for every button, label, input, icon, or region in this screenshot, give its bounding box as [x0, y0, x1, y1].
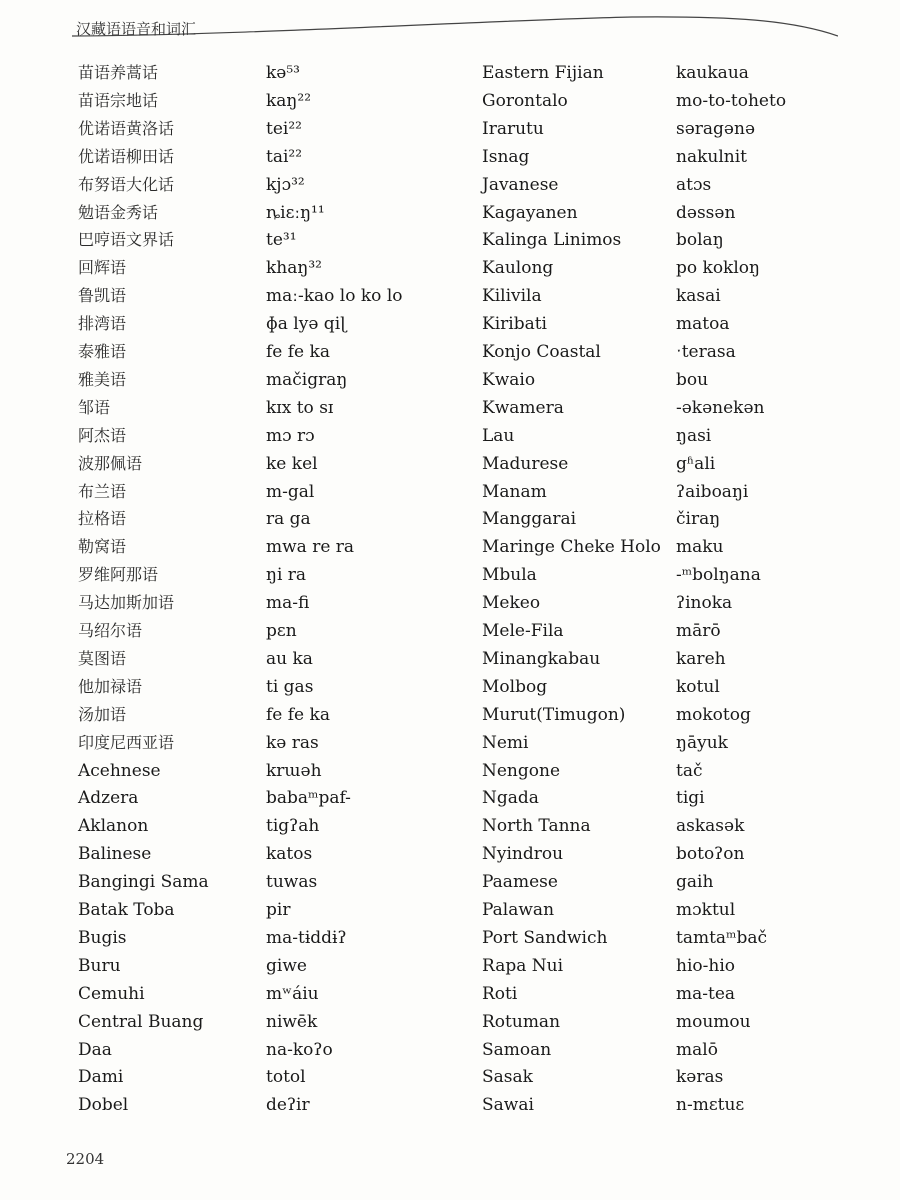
word-form: tuwas	[266, 872, 318, 893]
language-name: Eastern Fijian	[482, 63, 604, 83]
word-form: kjɔ³²	[266, 174, 305, 195]
word-form: na-koʔo	[266, 1039, 333, 1060]
language-name: Nyindrou	[482, 844, 564, 865]
word-form: niwēk	[266, 1011, 318, 1032]
word-form: katos	[266, 844, 313, 865]
word-form: au ka	[266, 648, 313, 669]
language-name: 苗语养蒿话	[78, 63, 159, 82]
word-form: tigʔah	[266, 816, 320, 837]
word-form: ŋāyuk	[676, 732, 728, 753]
word-form: mārō	[676, 621, 721, 641]
word-form: ma-fi	[266, 593, 310, 614]
word-form: krɯəh	[266, 760, 322, 781]
language-name: Roti	[482, 983, 518, 1004]
language-name: North Tanna	[482, 816, 591, 837]
word-form: gʱali	[676, 453, 716, 474]
word-form: maku	[676, 537, 724, 558]
word-form: mo-to-toheto	[676, 90, 787, 111]
word-form: kotul	[676, 676, 720, 697]
language-name: Javanese	[482, 174, 559, 195]
language-name: 勉语金秀话	[78, 202, 159, 222]
word-form: mʷáiu	[266, 983, 319, 1004]
language-name: Lau	[482, 425, 515, 446]
word-form: tamtaᵐbač	[676, 927, 768, 948]
language-name: 印度尼西亚语	[78, 732, 175, 752]
word-form: n-mɛtuɛ	[676, 1095, 745, 1116]
word-form: tai²²	[266, 146, 303, 167]
language-name: 鲁凯语	[78, 286, 127, 306]
language-name: Dami	[78, 1067, 124, 1088]
language-name: Maringe Cheke Holo	[482, 537, 661, 558]
word-form: kə⁵³	[266, 63, 300, 83]
word-form: kɪx to sɪ	[266, 397, 334, 418]
language-name: Molbog	[482, 676, 548, 697]
word-form: botoʔon	[676, 844, 745, 865]
language-name: Konjo Coastal	[482, 342, 601, 362]
language-name: Adzera	[78, 788, 139, 809]
language-name: Kiribati	[482, 314, 547, 335]
language-name: Kaulong	[482, 258, 554, 279]
word-form: ʔaiboaŋi	[676, 481, 749, 502]
word-form: malō	[676, 1039, 718, 1060]
word-form: giwe	[266, 955, 307, 976]
language-name: Kwaio	[482, 369, 536, 390]
word-form: fe fe ka	[266, 704, 330, 725]
word-form: maː-kao lo ko lo	[266, 286, 403, 307]
language-name: Manam	[482, 481, 547, 502]
word-form: ma-tɨddɨʔ	[266, 927, 347, 948]
word-form: tei²²	[266, 118, 302, 139]
word-form: deʔir	[266, 1095, 310, 1116]
language-name: Nengone	[482, 760, 561, 781]
word-form: bou	[676, 369, 709, 390]
word-form: khaŋ³²	[266, 258, 322, 279]
word-form: bolaŋ	[676, 230, 724, 251]
word-form: matoa	[676, 314, 730, 335]
language-name: Madurese	[482, 453, 569, 474]
language-name: 布兰语	[78, 481, 127, 501]
word-form: ȵiɛːŋ¹¹	[266, 202, 325, 223]
language-name: 拉格语	[78, 509, 127, 529]
word-form: ra ga	[266, 509, 311, 530]
word-form: po kokloŋ	[676, 258, 760, 279]
language-name: 汤加语	[78, 704, 127, 724]
word-form: ɸa lyə qiɭ	[266, 314, 347, 335]
language-name: 布努语大化话	[78, 174, 175, 194]
language-name: Mekeo	[482, 593, 541, 614]
word-form: atɔs	[676, 174, 712, 195]
language-name: 雅美语	[78, 369, 127, 389]
language-name: Bugis	[78, 927, 127, 948]
word-form: tač	[676, 760, 703, 781]
language-name: Bangingi Sama	[78, 872, 209, 893]
word-form: mačigraŋ	[266, 369, 348, 390]
word-form: kəras	[676, 1067, 724, 1088]
word-form: ʔinoka	[676, 593, 733, 614]
language-name: Kalinga Linimos	[482, 230, 622, 251]
language-name: Ngada	[482, 788, 539, 809]
language-name: 莫图语	[78, 648, 127, 668]
language-name: Dobel	[78, 1095, 129, 1116]
language-name: Mele-Fila	[482, 621, 564, 641]
language-name: 马绍尔语	[78, 621, 143, 640]
language-name: Minangkabau	[482, 648, 601, 669]
language-name: Manggarai	[482, 509, 577, 530]
word-form: ŋi ra	[266, 565, 307, 586]
word-form: pir	[266, 900, 291, 920]
language-name: 排湾语	[78, 314, 127, 334]
language-name: Rotuman	[482, 1011, 561, 1032]
language-name: Murut(Timugon)	[482, 704, 626, 725]
word-form: askasək	[676, 816, 745, 837]
language-name: 波那佩语	[78, 453, 143, 473]
language-name: Nemi	[482, 732, 529, 753]
language-name: Cemuhi	[78, 983, 145, 1004]
running-header: 汉藏语语音和词汇	[76, 20, 197, 38]
language-name: Irarutu	[482, 118, 544, 139]
language-name: Samoan	[482, 1039, 552, 1060]
word-form: -ᵐbolŋana	[676, 565, 761, 586]
word-form: ˑterasa	[676, 342, 736, 362]
word-form: səragənə	[676, 118, 755, 139]
word-form: m-gal	[266, 481, 315, 502]
language-name: 罗维阿那语	[78, 565, 159, 585]
word-form: čiraŋ	[676, 509, 721, 530]
language-name: Balinese	[78, 844, 152, 865]
language-name: Aklanon	[78, 816, 149, 837]
language-name: Buru	[78, 955, 121, 976]
language-name: Batak Toba	[78, 900, 175, 920]
language-name: Sawai	[482, 1095, 534, 1116]
language-name: Kagayanen	[482, 202, 578, 223]
word-form: mɔ rɔ	[266, 425, 315, 446]
word-form: tigi	[676, 788, 705, 809]
language-name: Daa	[78, 1039, 112, 1060]
word-form: kasai	[676, 286, 721, 307]
language-name: 泰雅语	[78, 342, 127, 361]
word-form: kaukaua	[676, 63, 749, 83]
language-name: Port Sandwich	[482, 927, 608, 948]
language-name: Sasak	[482, 1067, 533, 1088]
word-form: te³¹	[266, 230, 297, 251]
word-form: mɔktul	[676, 900, 736, 920]
language-name: 勒窝语	[78, 537, 127, 557]
language-name: Gorontalo	[482, 90, 568, 111]
word-form: -əkənekən	[676, 397, 765, 418]
language-name: Isnag	[482, 146, 530, 167]
word-form: ke kel	[266, 453, 318, 474]
word-form: ma-tea	[676, 983, 736, 1004]
word-form: kareh	[676, 648, 726, 669]
word-form: totol	[266, 1067, 306, 1088]
language-name: Central Buang	[78, 1011, 204, 1032]
language-name: 优诺语柳田话	[78, 146, 175, 166]
language-name: 巴哼语文界话	[78, 230, 175, 250]
word-form: mokotog	[676, 704, 751, 725]
word-form: dəssən	[676, 202, 736, 223]
language-name: 阿杰语	[78, 425, 127, 445]
word-form: hio-hio	[676, 955, 735, 976]
language-name: 他加禄语	[78, 676, 143, 696]
word-form: kə ras	[266, 732, 319, 753]
language-name: Paamese	[482, 872, 558, 893]
word-form: ti gas	[266, 676, 314, 697]
word-form: ŋasi	[676, 425, 712, 446]
language-name: Rapa Nui	[482, 955, 564, 976]
language-name: 回辉语	[78, 258, 127, 278]
word-form: nakulnit	[676, 146, 747, 167]
language-name: 马达加斯加语	[78, 593, 175, 613]
word-form: babaᵐpaf-	[266, 788, 351, 809]
language-name: Kilivila	[482, 286, 542, 307]
language-name: Kwamera	[482, 397, 564, 418]
word-form: pɛn	[266, 621, 297, 641]
word-form: mwa re ra	[266, 537, 355, 558]
language-name: Acehnese	[78, 760, 161, 781]
language-name: 苗语宗地话	[78, 90, 159, 110]
language-name: 优诺语黄洛话	[78, 118, 175, 138]
word-form: gaih	[676, 872, 714, 893]
language-name: 邹语	[78, 397, 111, 417]
language-name: Mbula	[482, 565, 537, 586]
page-number: 2204	[66, 1150, 105, 1168]
word-form: moumou	[676, 1011, 751, 1032]
word-form: fe fe ka	[266, 342, 330, 362]
word-form: kaŋ²²	[266, 90, 312, 111]
language-name: Palawan	[482, 900, 555, 920]
